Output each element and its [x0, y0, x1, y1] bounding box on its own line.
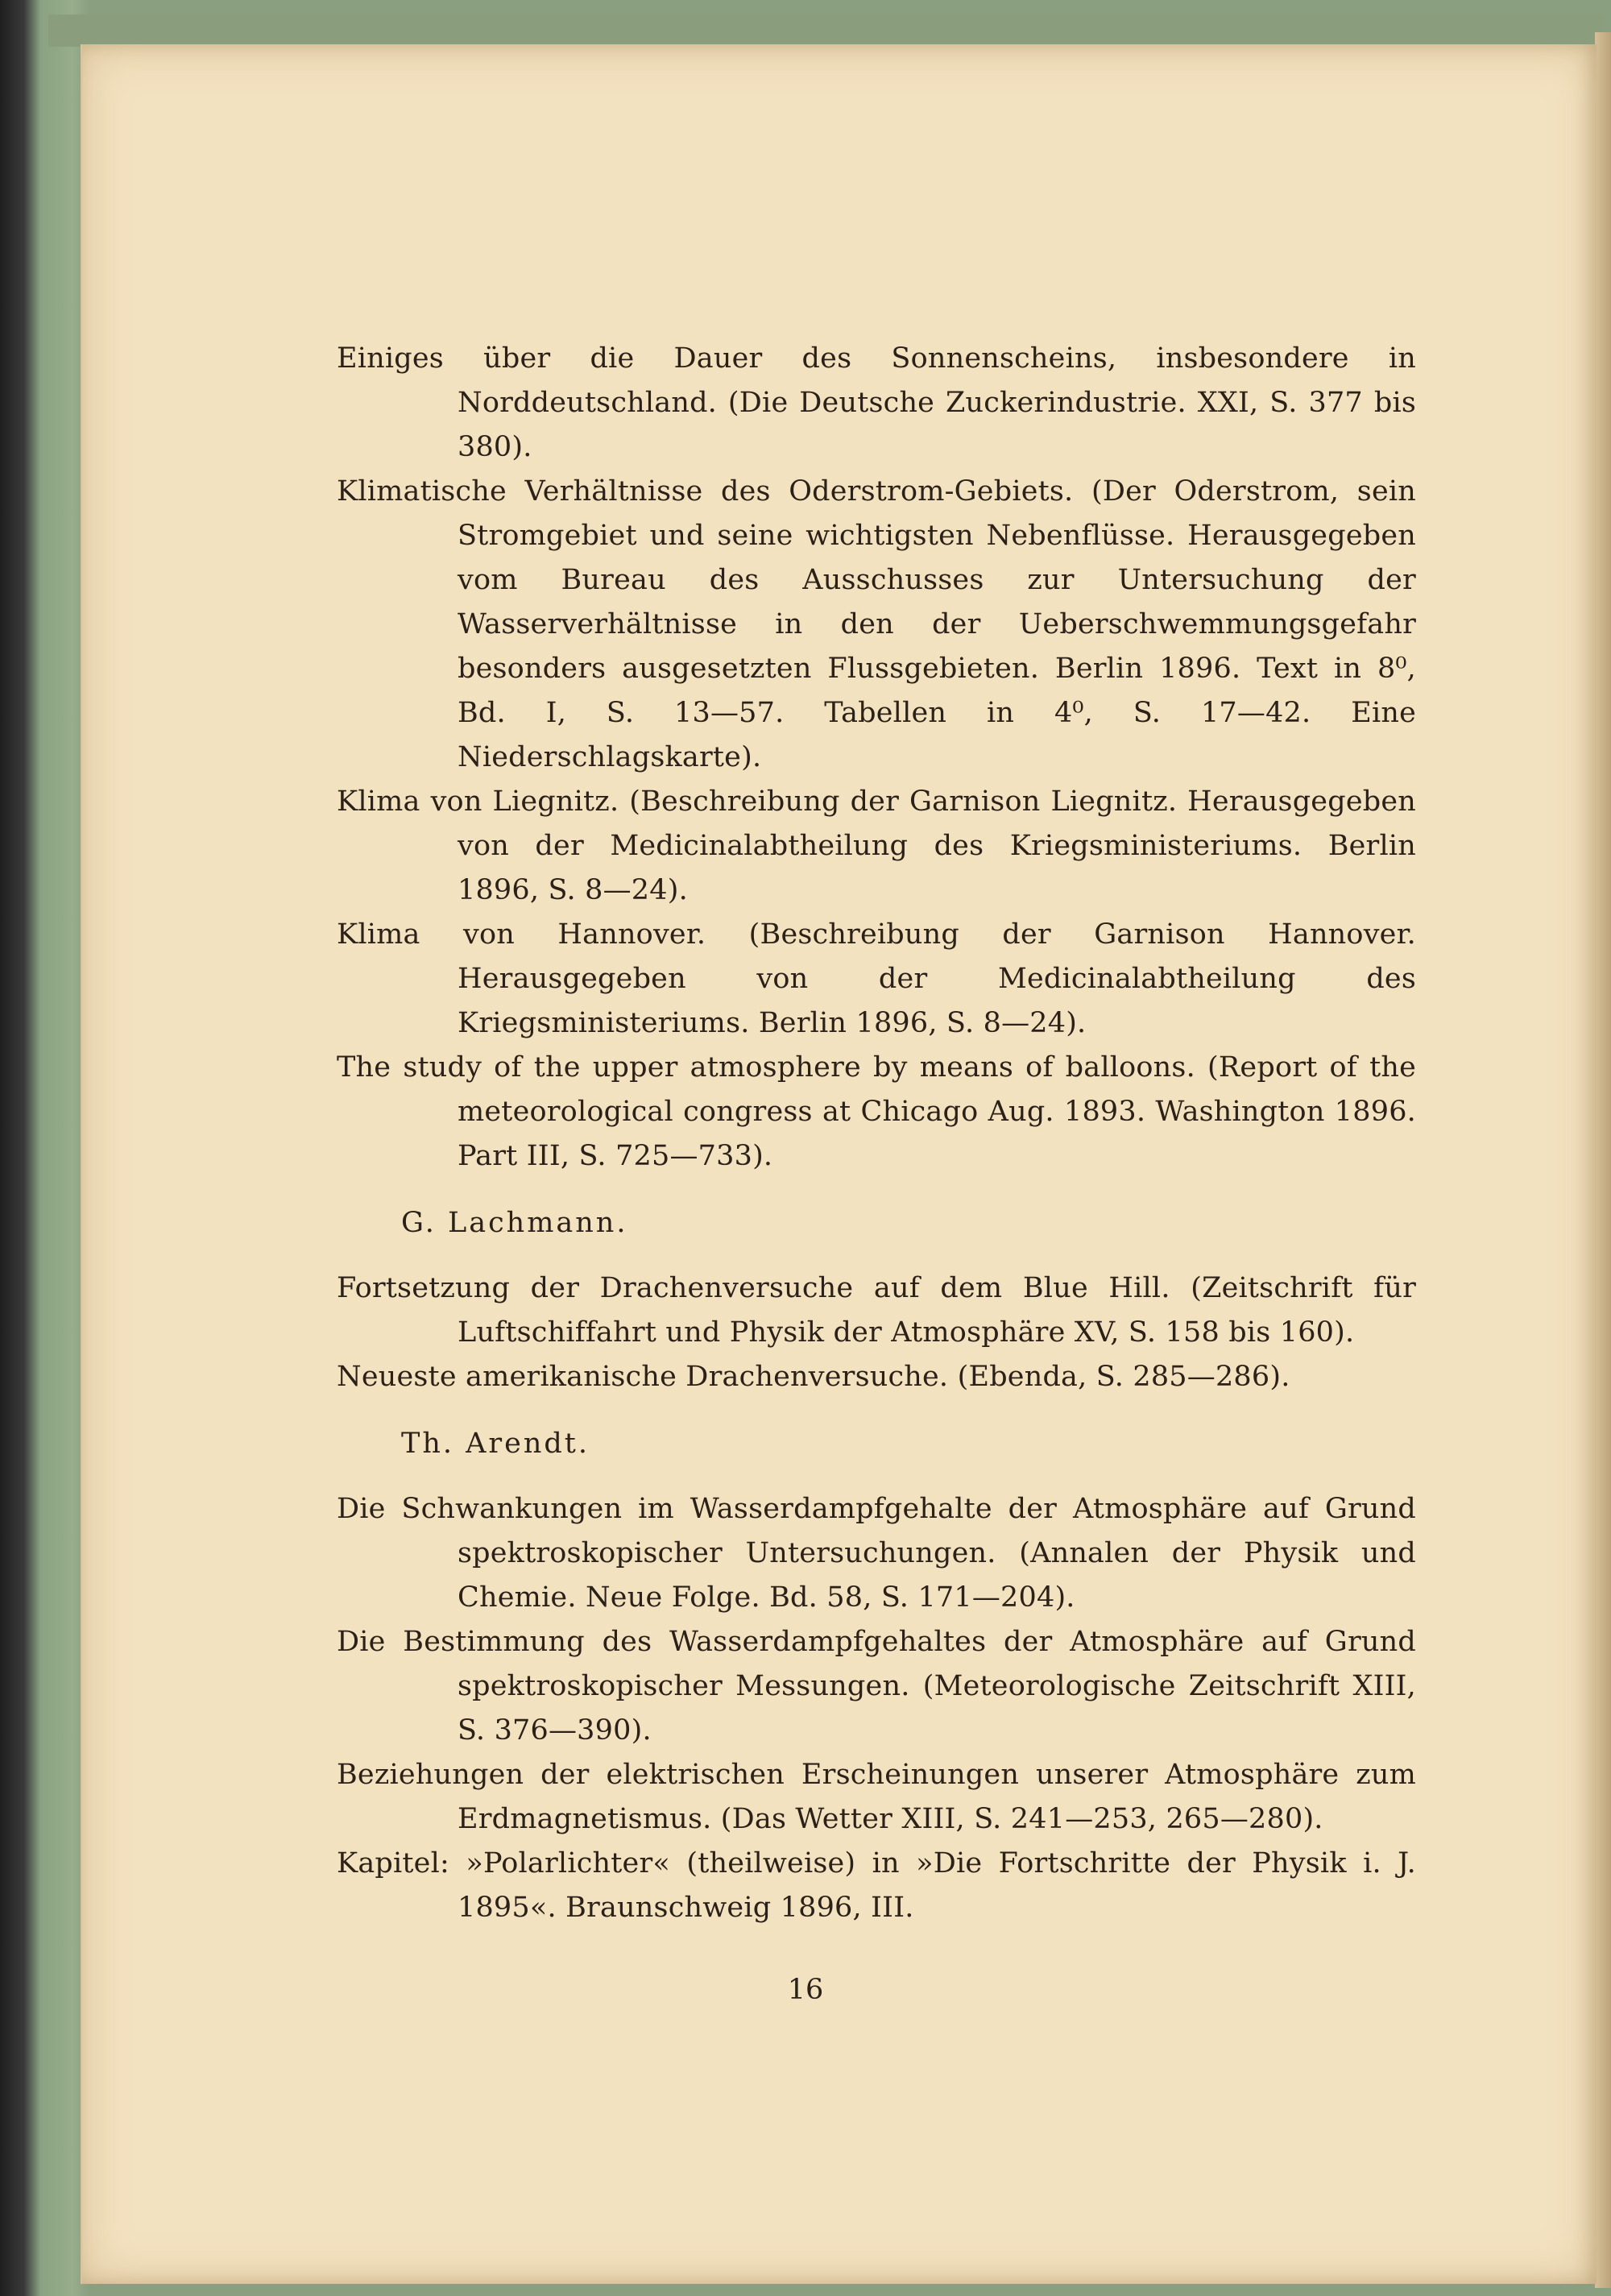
bibliography-entry: Die Bestimmung des Wasserdampfgehaltes der Atmosphäre auf Grund spektroskopischer Messungen. (Meteorologische Zeitschrift XIII, S. 376—390).	[337, 1626, 1416, 1747]
author-heading: G. Lachmann.	[401, 1207, 628, 1239]
bibliography-entry: Beziehungen der elektrischen Erscheinungen unserer Atmosphäre zum Erdmagnetismus. (Das Wetter XIII, S. 241—253, 265—280).	[337, 1759, 1416, 1835]
bibliography-entry: Klima von Hannover. (Beschreibung der Garnison Hannover. Herausgegeben von der Medicinalabtheilung des Kriegsministeriums. Berlin 1896, S. 8—24).	[337, 918, 1416, 1039]
bibliography-entry: Neueste amerikanische Drachenversuche. (Ebenda, S. 285—286).	[337, 1361, 1290, 1393]
bibliography-entry: Klima von Liegnitz. (Beschreibung der Garnison Liegnitz. Herausgegeben von der Medicinalabtheilung des Kriegsministeriums. Berlin 1896, S. 8—24).	[337, 785, 1416, 906]
bibliography-entry: Fortsetzung der Drachenversuche auf dem Blue Hill. (Zeitschrift für Luftschiffahrt und Physik der Atmosphäre XV, S. 158 bis 160).	[337, 1272, 1416, 1349]
bibliography-entry: Kapitel: »Polarlichter« (theilweise) in »Die Fortschritte der Physik i. J. 1895«. Braunschweig 1896, III.	[337, 1847, 1416, 1924]
page-edge	[48, 15, 1603, 47]
page-number: 16	[787, 1974, 824, 2006]
bibliography-list	[337, 337, 1416, 1930]
bibliography-entry: Einiges über die Dauer des Sonnenscheins, insbesondere in Norddeutschland. (Die Deutsche Zuckerindustrie. XXI, S. 377 bis 380).	[337, 342, 1416, 463]
author-heading: Th. Arendt.	[401, 1428, 590, 1460]
bibliography-entry: Klimatische Verhältnisse des Oderstrom-Gebiets. (Der Oderstrom, sein Stromgebiet und seine wichtigsten Nebenflüsse. Herausgegeben vom Bureau des Ausschusses zur Untersuchung der Wasserverhältnisse in den der Ueberschwemmungsgefahr besonders ausgesetzten Flussgebieten. Berlin 1896. Text in 8⁰, Bd. I, S. 13—57. Tabellen in 4⁰, S. 17—42. Eine Niederschlagskarte).	[337, 475, 1416, 773]
bibliography-entry: The study of the upper atmosphere by means of balloons. (Report of the meteorological congress at Chicago Aug. 1893. Washington 1896. Part III, S. 725—733).	[337, 1051, 1416, 1172]
bibliography-entry: Die Schwankungen im Wasserdampfgehalte der Atmosphäre auf Grund spektroskopischer Untersuchungen. (Annalen der Physik und Chemie. Neue Folge. Bd. 58, S. 171—204).	[337, 1493, 1416, 1614]
page-stack-edge	[1595, 32, 1611, 2288]
